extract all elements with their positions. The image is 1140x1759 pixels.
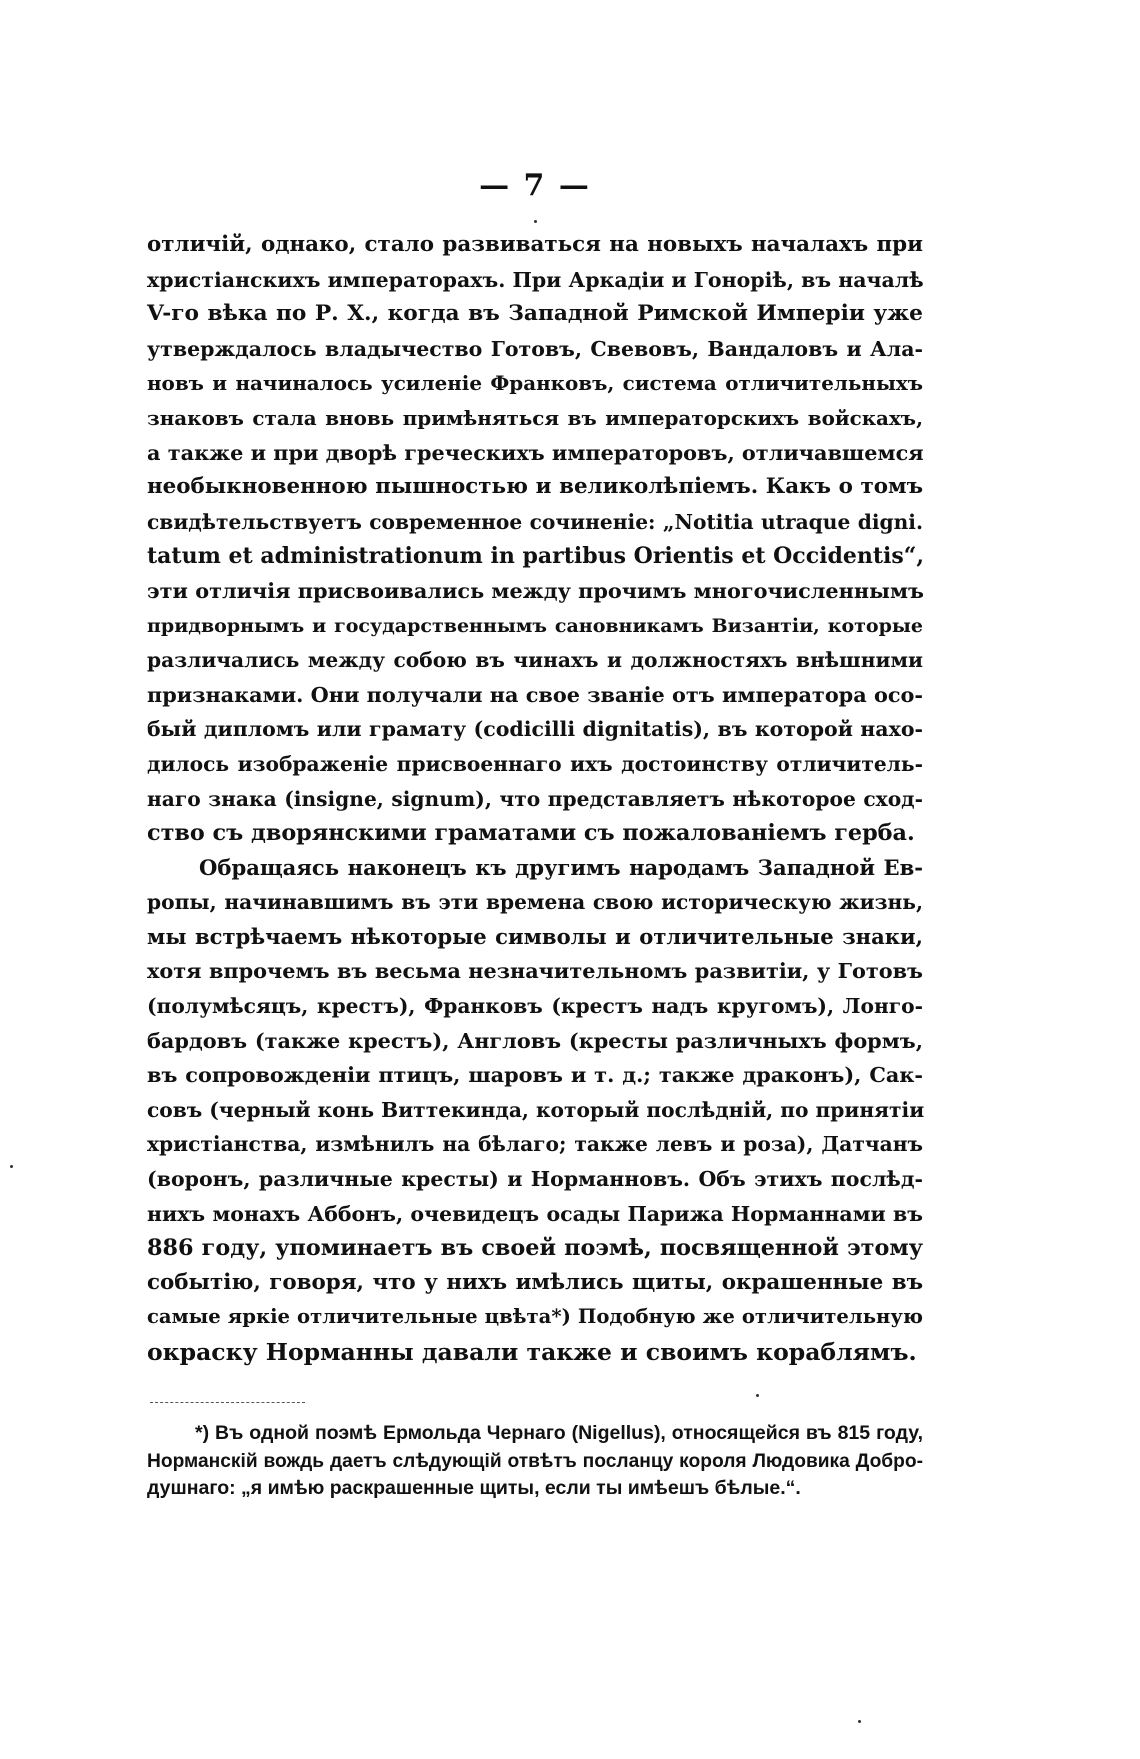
text-line: нихъ монахъ Аббонъ, очевидецъ осады Парижа Норманнами въ [147, 1201, 923, 1226]
text-line: 886 году, упоминаетъ въ своей поэмѣ, посвященной этому [147, 1235, 923, 1262]
print-speck [756, 1394, 759, 1397]
text-line: бый дипломъ или грамату (codicilli dignitatis), въ которой нахо- [147, 717, 923, 742]
text-line: (воронъ, различные кресты) и Норманновъ. Объ этихъ послѣд- [147, 1167, 923, 1192]
text-line: утверждалось владычество Готовъ, Свевовъ, Вандаловъ и Ала- [147, 336, 923, 361]
text-line: свидѣтельствуетъ современное сочиненіе: „Notitia utraque digni. [147, 509, 923, 534]
main-text [147, 228, 923, 1370]
text-line: дилось изображеніе присвоеннаго ихъ достоинству отличитель- [147, 751, 923, 776]
print-speck [858, 1720, 861, 1723]
paragraph-1 [147, 228, 923, 851]
text-line: самые яркіе отличительные цвѣта*) Подобную же отличительную [147, 1305, 923, 1329]
text-line: событію, говоря, что у нихъ имѣлись щиты, окрашенные въ [147, 1269, 923, 1295]
text-line: христіанскихъ императорахъ. При Аркадіи и Гоноріѣ, въ началѣ [147, 267, 924, 292]
footnote [147, 1420, 923, 1503]
text-line: новъ и начиналось усиленіе Франковъ, система отличительныхъ [147, 371, 923, 396]
paragraph-2 [147, 851, 923, 1370]
text-line: эти отличія присвоивались между прочимъ многочисленнымъ [147, 577, 924, 603]
text-line: V-го вѣка по Р. Х., когда въ Западной Римской Имперіи уже [147, 301, 923, 327]
text-line: хотя впрочемъ въ весьма незначительномъ развитіи, у Готовъ [147, 958, 923, 984]
text-line: признаками. Они получали на свое званіе отъ императора осо- [147, 681, 923, 707]
text-line: наго знака (insigne, signum), что представляетъ нѣкоторое сход- [147, 786, 923, 811]
text-line: необыкновенною пышностью и великолѣпіемъ. Какъ о томъ [147, 474, 923, 500]
footnote-line: *) Въ одной поэмѣ Ермольда Чернаго (Nigellus), относящейся въ 815 году, [195, 1422, 923, 1444]
text-line: мы встрѣчаемъ нѣкоторые символы и отличительные знаки, [147, 923, 923, 949]
text-line: знаковъ стала вновь примѣняться въ императорскихъ войскахъ, [147, 405, 923, 430]
text-line: Обращаясь наконецъ къ другимъ народамъ Западной Ев- [199, 854, 923, 880]
text-line: tatum et administrationum in partibus Orientis et Occidentis“, [147, 543, 925, 570]
text-line: ропы, начинавшимъ въ эти времена свою историческую жизнь, [147, 890, 923, 915]
footnote-line: душнаго: „я имѣю раскрашенные щиты, если ты имѣешъ бѣлые.“. [147, 1477, 801, 1499]
text-line: бардовъ (также крестъ), Англовъ (кресты различныхъ формъ, [147, 1027, 923, 1053]
text-line: совъ (черный конь Виттекинда, который послѣдній, по принятіи [147, 1097, 925, 1122]
text-line: окраску Норманны давали также и своимъ кораблямъ. [147, 1338, 917, 1366]
text-line: ство съ дворянскими граматами съ пожалованіемъ герба. [147, 820, 915, 847]
text-line: а также и при дворѣ греческихъ императоровъ, отличавшемся [147, 439, 924, 465]
text-line: христіанства, измѣнилъ на бѣлаго; также левъ и роза), Датчанъ [147, 1132, 923, 1157]
page-number: — 7 — [479, 168, 591, 203]
text-line: различались между собою въ чинахъ и должностяхъ внѣшними [147, 648, 923, 673]
text-line: въ сопровожденіи птицъ, шаровъ и т. д.; также драконъ), Сак- [147, 1062, 923, 1088]
print-speck [10, 1165, 13, 1168]
text-line: (полумѣсяцъ, крестъ), Франковъ (крестъ надъ кругомъ), Лонго- [147, 994, 923, 1019]
footnote-line: Норманскій вождь даетъ слѣдующій отвѣтъ посланцу короля Людовика Добро- [147, 1450, 923, 1472]
print-speck [534, 220, 537, 223]
footnote-divider [150, 1402, 305, 1403]
text-line: отличій, однако, стало развиваться на новыхъ началахъ при [147, 232, 923, 257]
text-line: придворнымъ и государственнымъ сановникамъ Византіи, которые [147, 614, 923, 637]
